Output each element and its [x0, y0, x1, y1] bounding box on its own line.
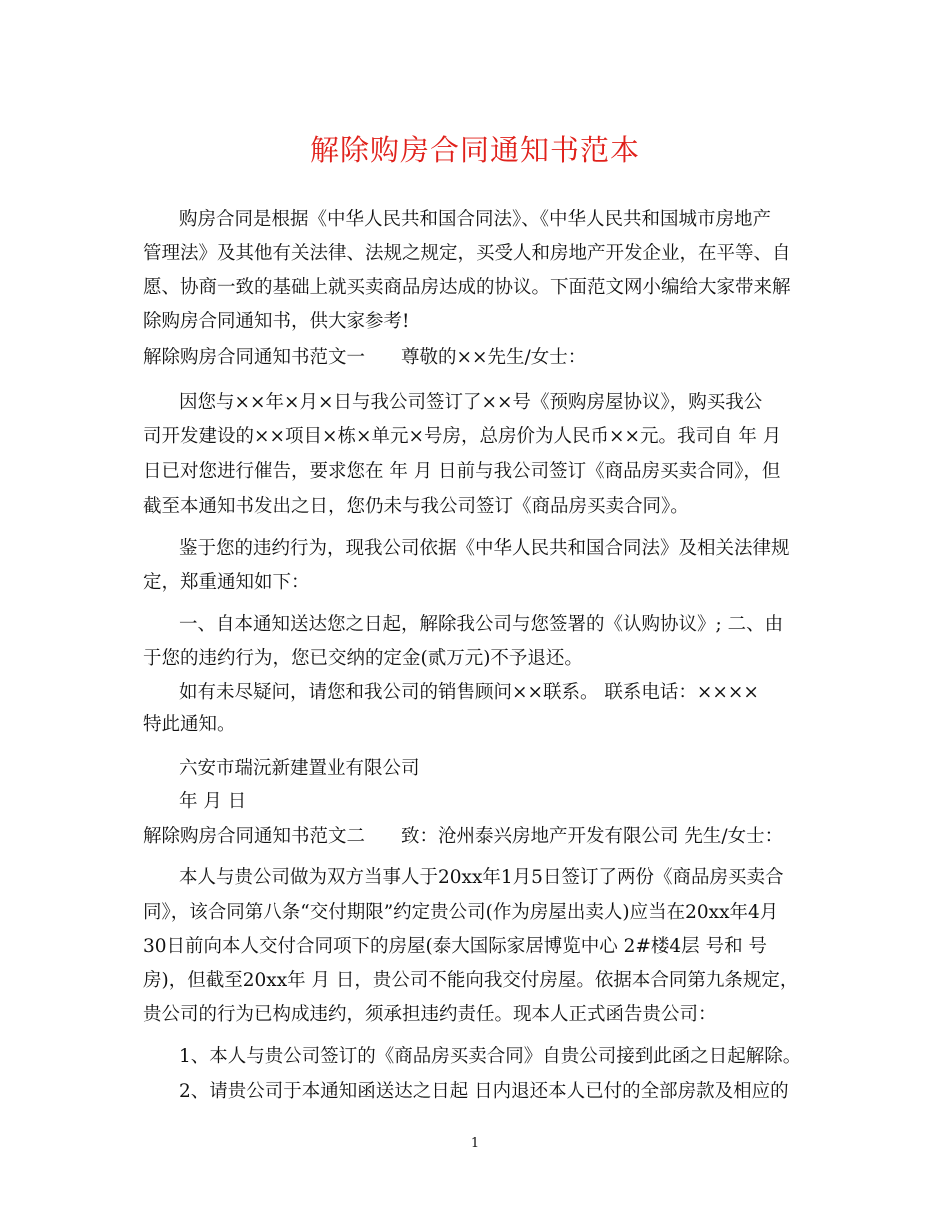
paragraph-line: 本人与贵公司做为双方当事人于20xx年1月5日签订了两份《商品房买卖合 [179, 867, 784, 888]
page-number: 1 [470, 1136, 480, 1151]
company-signature: 六安市瑞沅新建置业有限公司 [179, 758, 420, 779]
paragraph-line: 购房合同是根据《中华人民共和国合同法》、《中华人民共和国城市房地产 [179, 209, 772, 230]
section-heading: 解除购房合同通知书范文二 [143, 826, 366, 847]
paragraph-line: 2、请贵公司于本通知函送达之日起 日内退还本人已付的全部房款及相应的 [179, 1081, 789, 1102]
paragraph-line: 如有未尽疑问，请您和我公司的销售顾问××联系。 联系电话：×××× [179, 682, 759, 703]
paragraph-line: 同》，该合同第八条“交付期限”约定贵公司(作为房屋出卖人)应当在20xx年4月 [143, 902, 779, 923]
paragraph-line: 贵公司的行为已构成违约，须承担违约责任。现本人正式函告贵公司： [143, 1004, 717, 1025]
paragraph-line: 愿、协商一致的基础上就买卖商品房达成的协议。下面范文网小编给大家带来解 [143, 277, 791, 298]
paragraph-line: 30日前向本人交付合同项下的房屋(泰大国际家居博览中心 2#楼4层 号和 号 [143, 936, 767, 957]
paragraph-line: 日已对您进行催告，要求您在 年 月 日前与我公司签订《商品房买卖合同》，但 [143, 461, 781, 482]
paragraph-line: 除购房合同通知书，供大家参考! [143, 311, 410, 332]
paragraph-line: 一、自本通知送达您之日起，解除我公司与您签署的《认购协议》; 二、由 [179, 614, 784, 635]
paragraph-line: 1、本人与贵公司签订的《商品房买卖合同》自贵公司接到此函之日起解除。 [179, 1046, 802, 1067]
paragraph-line: 特此通知。 [143, 714, 236, 735]
paragraph-line: 司开发建设的××项目×栋×单元×号房，总房价为人民币××元。我司自 年 月 [143, 426, 782, 447]
paragraph-line: 管理法》及其他有关法律、法规之规定，买受人和房地产开发企业，在平等、自 [143, 243, 791, 264]
date-placeholder: 年 月 日 [179, 791, 247, 812]
salutation: 尊敬的××先生/女士： [401, 347, 587, 368]
paragraph-line: 房)，但截至20xx年 月 日，贵公司不能向我交付房屋。依据本合同第九条规定， [143, 970, 799, 991]
paragraph-line: 定，郑重通知如下： [143, 572, 310, 593]
paragraph-line: 截至本通知书发出之日，您仍未与我公司签订《商品房买卖合同》。 [143, 496, 689, 517]
document-title: 解除购房合同通知书范本 [309, 133, 640, 167]
paragraph-line: 鉴于您的违约行为，现我公司依据《中华人民共和国合同法》及相关法律规 [179, 538, 790, 559]
section-heading: 解除购房合同通知书范文一 [143, 347, 366, 368]
salutation: 致：沧州泰兴房地产开发有限公司 先生/女士： [401, 826, 784, 847]
paragraph-line: 因您与××年×月×日与我公司签订了××号《预购房屋协议》，购买我公 [179, 392, 763, 413]
section-heading-line [143, 823, 813, 851]
section-heading-line [143, 344, 813, 372]
paragraph-line: 于您的违约行为，您已交纳的定金(贰万元)不予退还。 [143, 648, 583, 669]
